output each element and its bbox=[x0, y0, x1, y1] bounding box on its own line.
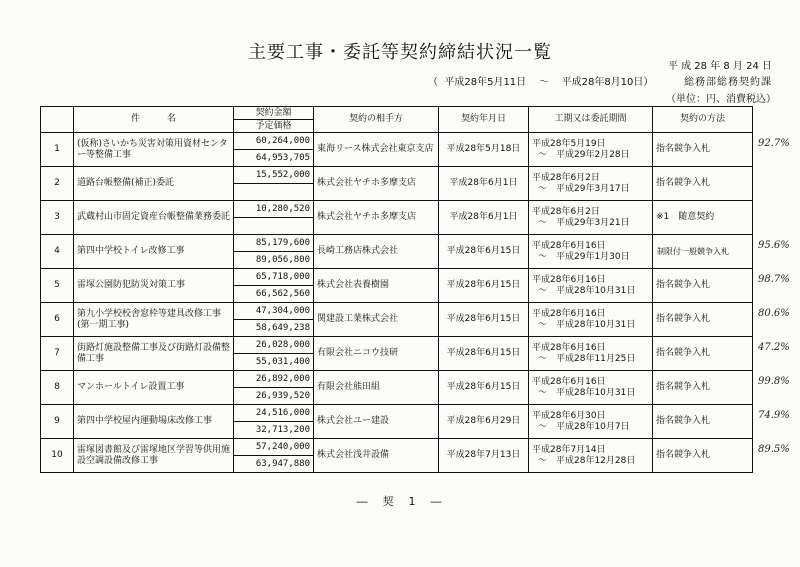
table-row bbox=[41, 133, 753, 150]
period-end: ～ 平成28年10月31日 bbox=[538, 387, 636, 398]
contract-party: 長崎工務店株式会社 bbox=[314, 235, 439, 269]
period-end: ～ 平成29年2月28日 bbox=[538, 149, 630, 160]
department: 総務部総務契約課 bbox=[684, 77, 772, 88]
estimate-price: 64,953,705 bbox=[234, 150, 314, 167]
contract-party: 株式会社浅井設備 bbox=[314, 439, 439, 473]
contract-party: 株式会社ヤチホ多摩支店 bbox=[314, 201, 439, 235]
header-item: 件 名 bbox=[74, 107, 234, 133]
contract-party: 株式会社ユー建設 bbox=[314, 405, 439, 439]
contract-date: 平成28年6月29日 bbox=[439, 405, 529, 439]
contract-amount: 15,552,000 bbox=[234, 167, 314, 184]
contract-party: 東海リース株式会社東京支店 bbox=[314, 133, 439, 167]
page-footer: ― 契 1 ― bbox=[356, 495, 444, 508]
contract-amount: 10,280,520 bbox=[234, 201, 314, 218]
header-date: 契約年月日 bbox=[439, 107, 529, 133]
row-number: 8 bbox=[41, 371, 74, 405]
item-name: 雷塚公園防犯防災対策工事 bbox=[74, 269, 234, 303]
period-end: ～ 平成29年3月21日 bbox=[538, 217, 630, 228]
row-number: 1 bbox=[41, 133, 74, 167]
header-method: 契約の方法 bbox=[653, 107, 753, 133]
row-number: 2 bbox=[41, 167, 74, 201]
item-name: 街路灯施設整備工事及び街路灯設備整備工事 bbox=[74, 337, 234, 371]
handwritten-ratio-note: 47.2% bbox=[758, 342, 790, 353]
row-number: 7 bbox=[41, 337, 74, 371]
table-row bbox=[41, 303, 753, 320]
estimate-price: 63,947,880 bbox=[234, 456, 314, 473]
contract-method: 制限付一般競争入札 bbox=[653, 235, 753, 269]
contract-table bbox=[40, 106, 753, 473]
period-end: ～ 平成28年10月31日 bbox=[538, 319, 636, 330]
period-start: 平成28年7月14日 bbox=[532, 444, 606, 455]
contract-period bbox=[529, 371, 653, 405]
contract-date: 平成28年6月15日 bbox=[439, 269, 529, 303]
estimate-price bbox=[234, 184, 314, 201]
item-name: 第四中学校屋内運動場床改修工事 bbox=[74, 405, 234, 439]
contract-period bbox=[529, 235, 653, 269]
period-start: 平成28年6月16日 bbox=[532, 376, 606, 387]
contract-method: 指名競争入札 bbox=[653, 337, 753, 371]
period-start: 平成28年6月2日 bbox=[532, 206, 600, 217]
estimate-price: 55,031,400 bbox=[234, 354, 314, 371]
period-start: 平成28年6月2日 bbox=[532, 172, 600, 183]
contract-party: 株式会社表養樹園 bbox=[314, 269, 439, 303]
contract-method: 指名競争入札 bbox=[653, 303, 753, 337]
table-row bbox=[41, 201, 753, 218]
estimate-price: 66,562,560 bbox=[234, 286, 314, 303]
item-name: マンホールトイレ設置工事 bbox=[74, 371, 234, 405]
contract-method: 指名競争入札 bbox=[653, 439, 753, 473]
contract-amount: 57,240,000 bbox=[234, 439, 314, 456]
contract-method: 指名競争入札 bbox=[653, 269, 753, 303]
contract-party: 有限会社熊田組 bbox=[314, 371, 439, 405]
estimate-price: 58,649,238 bbox=[234, 320, 314, 337]
contract-amount: 60,264,000 bbox=[234, 133, 314, 150]
document-date: 平 成 28 年 8 月 24 日 bbox=[667, 61, 772, 72]
period-start: 平成28年6月16日 bbox=[532, 240, 606, 251]
contract-date: 平成28年5月18日 bbox=[439, 133, 529, 167]
table-row bbox=[41, 439, 753, 456]
contract-amount: 85,179,600 bbox=[234, 235, 314, 252]
handwritten-ratio-note: 74.9% bbox=[758, 410, 790, 421]
item-name: 第四中学校トイレ改修工事 bbox=[74, 235, 234, 269]
contract-date: 平成28年6月15日 bbox=[439, 337, 529, 371]
contract-party: 有限会社ニコウ技研 bbox=[314, 337, 439, 371]
table-row bbox=[41, 371, 753, 388]
contract-period bbox=[529, 201, 653, 235]
period-start: 平成28年6月16日 bbox=[532, 308, 606, 319]
estimate-price: 89,056,800 bbox=[234, 252, 314, 269]
estimate-price: 32,713,200 bbox=[234, 422, 314, 439]
handwritten-ratio-note: 98.7% bbox=[758, 274, 790, 285]
table-row bbox=[41, 167, 753, 184]
contract-amount: 47,304,000 bbox=[234, 303, 314, 320]
page-title: 主要工事・委託等契約締結状況一覧 bbox=[248, 42, 552, 63]
contract-date: 平成28年6月15日 bbox=[439, 303, 529, 337]
contract-amount: 26,028,000 bbox=[234, 337, 314, 354]
table-row bbox=[41, 269, 753, 286]
header-period: 工期又は委託期間 bbox=[529, 107, 653, 133]
item-name: (仮称)さいかち災害対策用資材センター等整備工事 bbox=[74, 133, 234, 167]
contract-date: 平成28年6月15日 bbox=[439, 371, 529, 405]
handwritten-ratio-note: 80.6% bbox=[758, 308, 790, 319]
period-end: ～ 平成28年10月31日 bbox=[538, 285, 636, 296]
reporting-period: （ 平成28年5月11日 ～ 平成28年8月10日） bbox=[428, 77, 654, 88]
contract-method: 指名競争入札 bbox=[653, 133, 753, 167]
item-name: 第九小学校校舎窓枠等建具改修工事(第一期工事) bbox=[74, 303, 234, 337]
handwritten-ratio-note: 99.8% bbox=[758, 376, 790, 387]
row-number: 4 bbox=[41, 235, 74, 269]
contract-date: 平成28年7月13日 bbox=[439, 439, 529, 473]
contract-date: 平成28年6月1日 bbox=[439, 201, 529, 235]
handwritten-ratio-note: 92.7% bbox=[758, 138, 790, 149]
item-name: 雷塚図書館及び雷塚地区学習等供用施設空調設備改修工事 bbox=[74, 439, 234, 473]
item-name: 武蔵村山市固定資産台帳整備業務委託 bbox=[74, 201, 234, 235]
row-number: 5 bbox=[41, 269, 74, 303]
contract-date: 平成28年6月1日 bbox=[439, 167, 529, 201]
period-end: ～ 平成28年10月7日 bbox=[538, 421, 630, 432]
header-party: 契約の相手方 bbox=[314, 107, 439, 133]
contract-method: ※1 随意契約 bbox=[653, 201, 753, 235]
contract-party: 関建設工業株式会社 bbox=[314, 303, 439, 337]
contract-period bbox=[529, 133, 653, 167]
item-name: 道路台帳整備(補正)委託 bbox=[74, 167, 234, 201]
period-start: 平成28年6月16日 bbox=[532, 274, 606, 285]
period-end: ～ 平成28年11月25日 bbox=[538, 353, 636, 364]
row-number: 10 bbox=[41, 439, 74, 473]
period-start: 平成28年5月19日 bbox=[532, 138, 606, 149]
period-start: 平成28年6月16日 bbox=[532, 342, 606, 353]
contract-period bbox=[529, 337, 653, 371]
estimate-price bbox=[234, 218, 314, 235]
header-estimate: 予定価格 bbox=[234, 120, 314, 133]
header-no bbox=[41, 107, 74, 133]
period-end: ～ 平成29年1月30日 bbox=[538, 251, 630, 262]
period-end: ～ 平成28年12月28日 bbox=[538, 455, 636, 466]
period-end: ～ 平成29年3月17日 bbox=[538, 183, 630, 194]
handwritten-ratio-note: 95.6% bbox=[758, 240, 790, 251]
header-amount: 契約金額 bbox=[234, 107, 314, 120]
row-number: 9 bbox=[41, 405, 74, 439]
contract-date: 平成28年6月15日 bbox=[439, 235, 529, 269]
table-row bbox=[41, 405, 753, 422]
contract-period bbox=[529, 303, 653, 337]
estimate-price: 26,939,520 bbox=[234, 388, 314, 405]
handwritten-ratio-note: 89.5% bbox=[758, 444, 790, 455]
contract-period bbox=[529, 439, 653, 473]
contract-period bbox=[529, 405, 653, 439]
contract-amount: 26,892,000 bbox=[234, 371, 314, 388]
period-start: 平成28年6月30日 bbox=[532, 410, 606, 421]
contract-party: 株式会社ヤチホ多摩支店 bbox=[314, 167, 439, 201]
contract-period bbox=[529, 269, 653, 303]
contract-method: 指名競争入札 bbox=[653, 371, 753, 405]
unit-note: （単位：円、消費税込） bbox=[666, 94, 776, 105]
table-row bbox=[41, 337, 753, 354]
contract-method: 指名競争入札 bbox=[653, 405, 753, 439]
contract-amount: 24,516,000 bbox=[234, 405, 314, 422]
table-row bbox=[41, 235, 753, 252]
contract-period bbox=[529, 167, 653, 201]
row-number: 3 bbox=[41, 201, 74, 235]
contract-method: 指名競争入札 bbox=[653, 167, 753, 201]
row-number: 6 bbox=[41, 303, 74, 337]
contract-amount: 65,718,000 bbox=[234, 269, 314, 286]
